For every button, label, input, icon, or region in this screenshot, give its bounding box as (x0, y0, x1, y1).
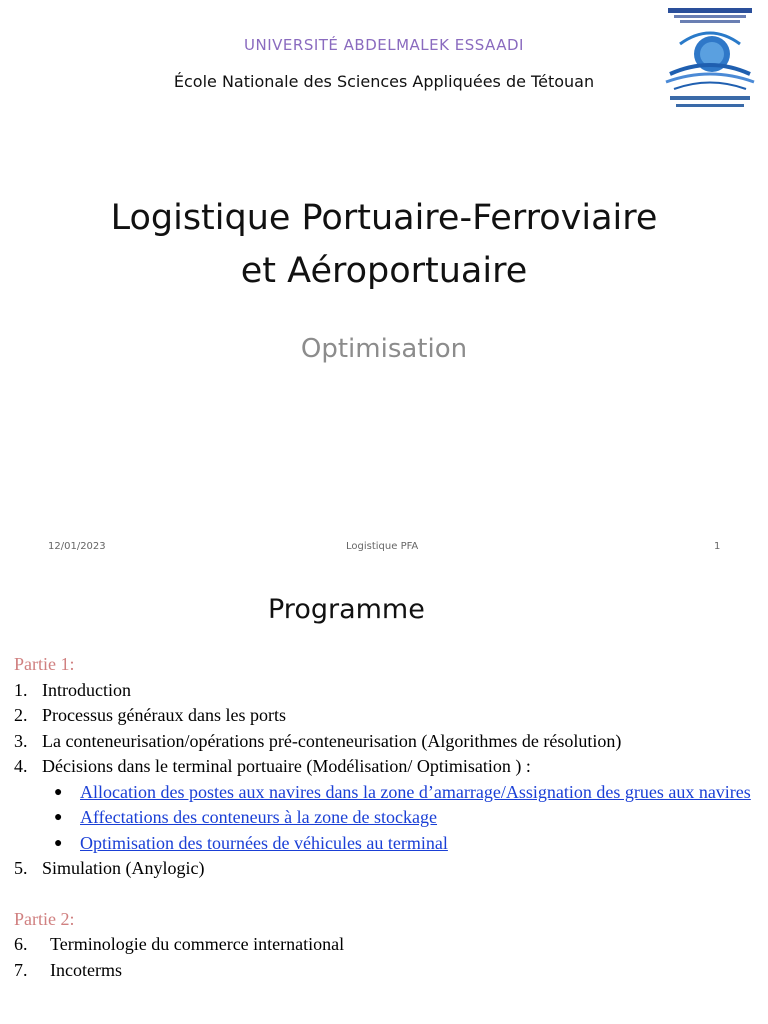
item-text: Terminologie du commerce international (50, 934, 345, 954)
presentation-title (0, 192, 768, 298)
list-item (14, 754, 764, 780)
list-item (14, 932, 764, 958)
bullet-icon: ● (54, 835, 63, 851)
programme-slide (0, 576, 768, 1024)
list-item (14, 678, 764, 704)
sub-list-item (14, 831, 764, 857)
link-tournees-vehicules[interactable]: Optimisation des tournées de véhicules au terminal (80, 832, 448, 853)
link-affectation-conteneurs[interactable]: Affectations des conteneurs à la zone de stockage (80, 807, 438, 827)
university-name: UNIVERSITÉ ABDELMALEK ESSAADI (244, 36, 524, 54)
item-number: 3. (14, 730, 28, 751)
item-text: Introduction (42, 679, 131, 700)
school-name: École Nationale des Sciences Appliquées de Tétouan (173, 72, 595, 91)
item-text: Processus généraux dans les ports (42, 705, 286, 725)
partie-2-heading: Partie 2: (14, 908, 75, 929)
item-text: Décisions dans le terminal portuaire (Modélisation/ Optimisation ) : (42, 756, 531, 776)
partie-1-heading: Partie 1: (14, 654, 75, 674)
item-number: 7. (14, 959, 28, 980)
list-item (14, 729, 764, 755)
footer-page-number: 1 (714, 541, 721, 552)
footer-date: 12/01/2023 (48, 541, 106, 552)
spacer (14, 882, 764, 907)
list-item (14, 856, 764, 882)
item-number: 2. (14, 705, 28, 725)
bullet-icon: ● (54, 784, 63, 800)
list-item (14, 703, 764, 729)
link-allocation-postes[interactable]: Allocation des postes aux navires dans la zone d’amarrage/Assignation des grues aux navires (80, 781, 751, 802)
bullet-icon: ● (54, 810, 63, 825)
presentation-subtitle: Optimisation (300, 334, 468, 364)
item-number: 6. (14, 934, 28, 954)
list-item (14, 958, 764, 984)
item-text: Incoterms (50, 959, 122, 980)
title-line-2: et Aéroportuaire (240, 251, 528, 291)
programme-title: Programme (268, 594, 425, 625)
ensa-logo-icon (660, 4, 760, 114)
programme-content (14, 652, 764, 983)
item-text: La conteneurisation/opérations pré-conteneurisation (Algorithmes de résolution) (42, 730, 622, 751)
sub-list-item (14, 805, 764, 831)
footer-center: Logistique PFA (346, 541, 419, 552)
item-text: Simulation (Anylogic) (42, 858, 205, 878)
item-number: 1. (14, 679, 28, 700)
sub-list-item (14, 780, 764, 806)
item-number: 4. (14, 756, 28, 776)
title-line-1: Logistique Portuaire-Ferroviaire (110, 198, 658, 238)
item-number: 5. (14, 858, 28, 878)
